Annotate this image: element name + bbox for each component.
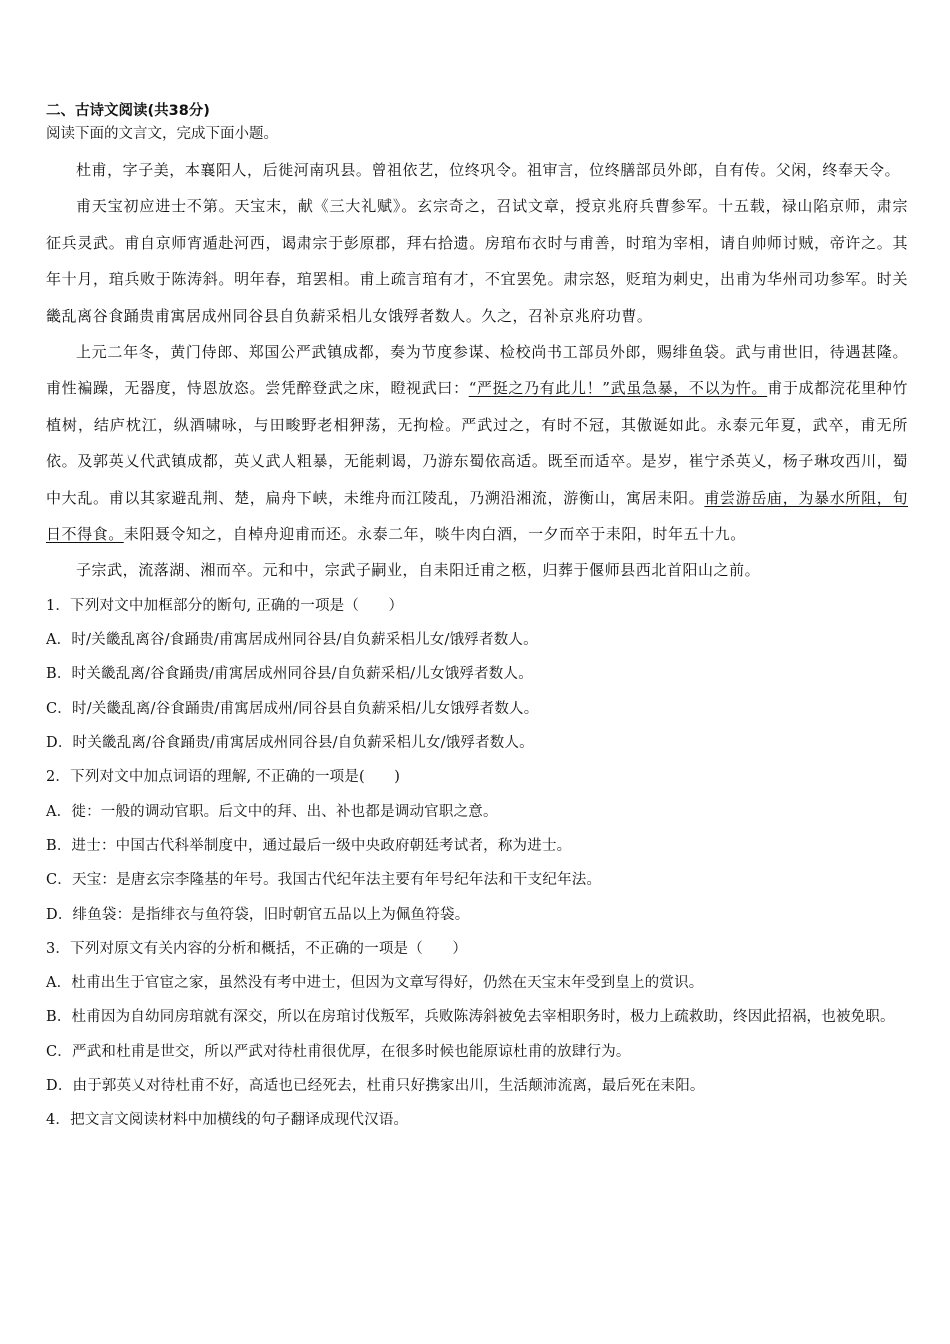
passage-paragraph-1: 杜甫，字子美，本襄阳人，后徙河南巩县。曾祖依艺，位终巩令。祖审言，位终膳部员外郎，自有传。父闲，终奉天令。 — [76, 161, 901, 179]
question-1-option-d: D．时关畿乱离/谷食踊贵/甫寓居成州同谷县/自负薪采梠儿女/饿殍者数人。 — [46, 735, 534, 752]
passage-paragraph-2: 甫天宝初应进士不第。天宝末，献《三大礼赋》。玄宗奇之，召试文章，授京兆府兵曹参军。十五载，禄山陷京师，肃宗征兵灵武。甫自京师宵遁赴河西，谒肃宗于彭原郡，拜右拾遗。房琯布衣时与甫善，时琯为宰相，请自帅师讨贼，帝许之。其年十月，琯兵败于陈涛斜。明年春，琯罢相。甫上疏言琯有才，不宜罢免。肃宗怒，贬琯为刺史，出甫为华州司功参军。时关畿乱离谷食踊贵甫寓居成州同谷县自负薪采梠儿女饿殍者数人。久之，召补京兆府功曹。 — [46, 197, 908, 325]
question-3-option-a: A．杜甫出生于官宦之家，虽然没有考中进士，但因为文章写得好，仍然在天宝末年受到皇上的赏识。 — [46, 975, 704, 992]
underlined-sentence-2: 甫尝游岳庙，为暴水所阻，旬日不得食。 — [46, 488, 908, 544]
passage-paragraph-4: 子宗武，流落湖、湘而卒。元和中，宗武子嗣业，自耒阳迁甫之柩，归葬于偃师县西北首阳山之前。 — [76, 561, 761, 580]
question-4-stem: 4．把文言文阅读材料中加横线的句子翻译成现代汉语。 — [46, 1112, 409, 1129]
passage-paragraph-3 — [46, 334, 908, 552]
question-2-stem: 2．下列对文中加点词语的理解, 不正确的一项是( ) — [46, 769, 401, 786]
question-2-option-a: A．徙：一般的调动官职。后文中的拜、出、补也都是调动官职之意。 — [46, 803, 498, 820]
question-1-option-c: C．时/关畿乱离/谷食踊贵/甫寓居成州/同谷县自负薪采梠/儿女饿殍者数人。 — [46, 700, 539, 717]
question-1-stem: 1．下列对文中加框部分的断句, 正确的一项是（ ） — [46, 597, 404, 614]
reading-instruction: 阅读下面的文言文，完成下面小题。 — [46, 126, 278, 142]
question-3-option-b: B．杜甫因为自幼同房琯就有深交，所以在房琯讨伐叛军，兵败陈涛斜被免去宰相职务时，极力上疏救助，终因此招祸，也被免职。 — [46, 1009, 895, 1026]
passage-text: 耒阳聂令知之，自棹舟迎甫而还。永泰二年，啖牛肉白酒，一夕而卒于耒阳，时年五十九。 — [123, 525, 746, 544]
document-page — [46, 100, 908, 1138]
passage-text: 甫于成都浣花里种竹植树，结庐枕江，纵酒啸咏，与田畯野老相狎荡，无拘检。严武过之，有时不冠，其傲诞如此。永泰元年夏，武卒，甫无所依。及郭英乂代武镇成都，英乂武人粗暴，无能刺谒，乃游东蜀依高适。既至而适卒。是岁，崔宁杀英乂，杨子琳攻西川，蜀中大乱。甫以其家避乱荆、楚，扁舟下峡，未维舟而江陵乱，乃溯沿湘流，游衡山，寓居耒阳。 — [46, 379, 909, 507]
question-list — [46, 589, 908, 1138]
question-3-stem: 3．下列对原文有关内容的分析和概括，不正确的一项是（ ） — [46, 940, 468, 957]
question-2-option-c: C．天宝：是唐玄宗李隆基的年号。我国古代纪年法主要有年号纪年法和干支纪年法。 — [46, 872, 602, 889]
question-1-option-a: A．时/关畿乱离谷/食踊贵/甫寓居成州同谷县/自负薪采梠儿女/饿殍者数人。 — [46, 632, 538, 649]
question-3-option-c: C．严武和杜甫是世交，所以严武对待杜甫很优厚，在很多时候也能原谅杜甫的放肆行为。 — [46, 1043, 631, 1060]
section-title: 二、古诗文阅读(共38分) — [46, 103, 210, 119]
question-3-option-d: D．由于郭英乂对待杜甫不好，高适也已经死去，杜甫只好携家出川，生活颠沛流离，最后死在耒阳。 — [46, 1078, 705, 1095]
classical-chinese-passage — [46, 152, 908, 589]
question-2-option-d: D．绯鱼袋：是指绯衣与鱼符袋，旧时朝官五品以上为佩鱼符袋。 — [46, 906, 470, 923]
passage-text: 上元二年冬，黄门侍郎、郑国公严武镇成都，奏为节度参谋、检校尚书工部员外郎，赐绯鱼袋。武与甫世旧，待遇甚隆。甫性褊躁，无器度，恃恩放恣。尝凭醉登武之床，瞪视武曰： — [46, 343, 908, 398]
question-1-option-b: B．时关畿乱离/谷食踊贵/甫寓居成州同谷县/自负薪采梠/儿女饿殍者数人。 — [46, 666, 533, 683]
question-2-option-b: B．进士：中国古代科举制度中，通过最后一级中央政府朝廷考试者，称为进士。 — [46, 837, 572, 854]
underlined-sentence-1: “严挺之乃有此儿！”武虽急暴，不以为忤。 — [468, 379, 768, 398]
